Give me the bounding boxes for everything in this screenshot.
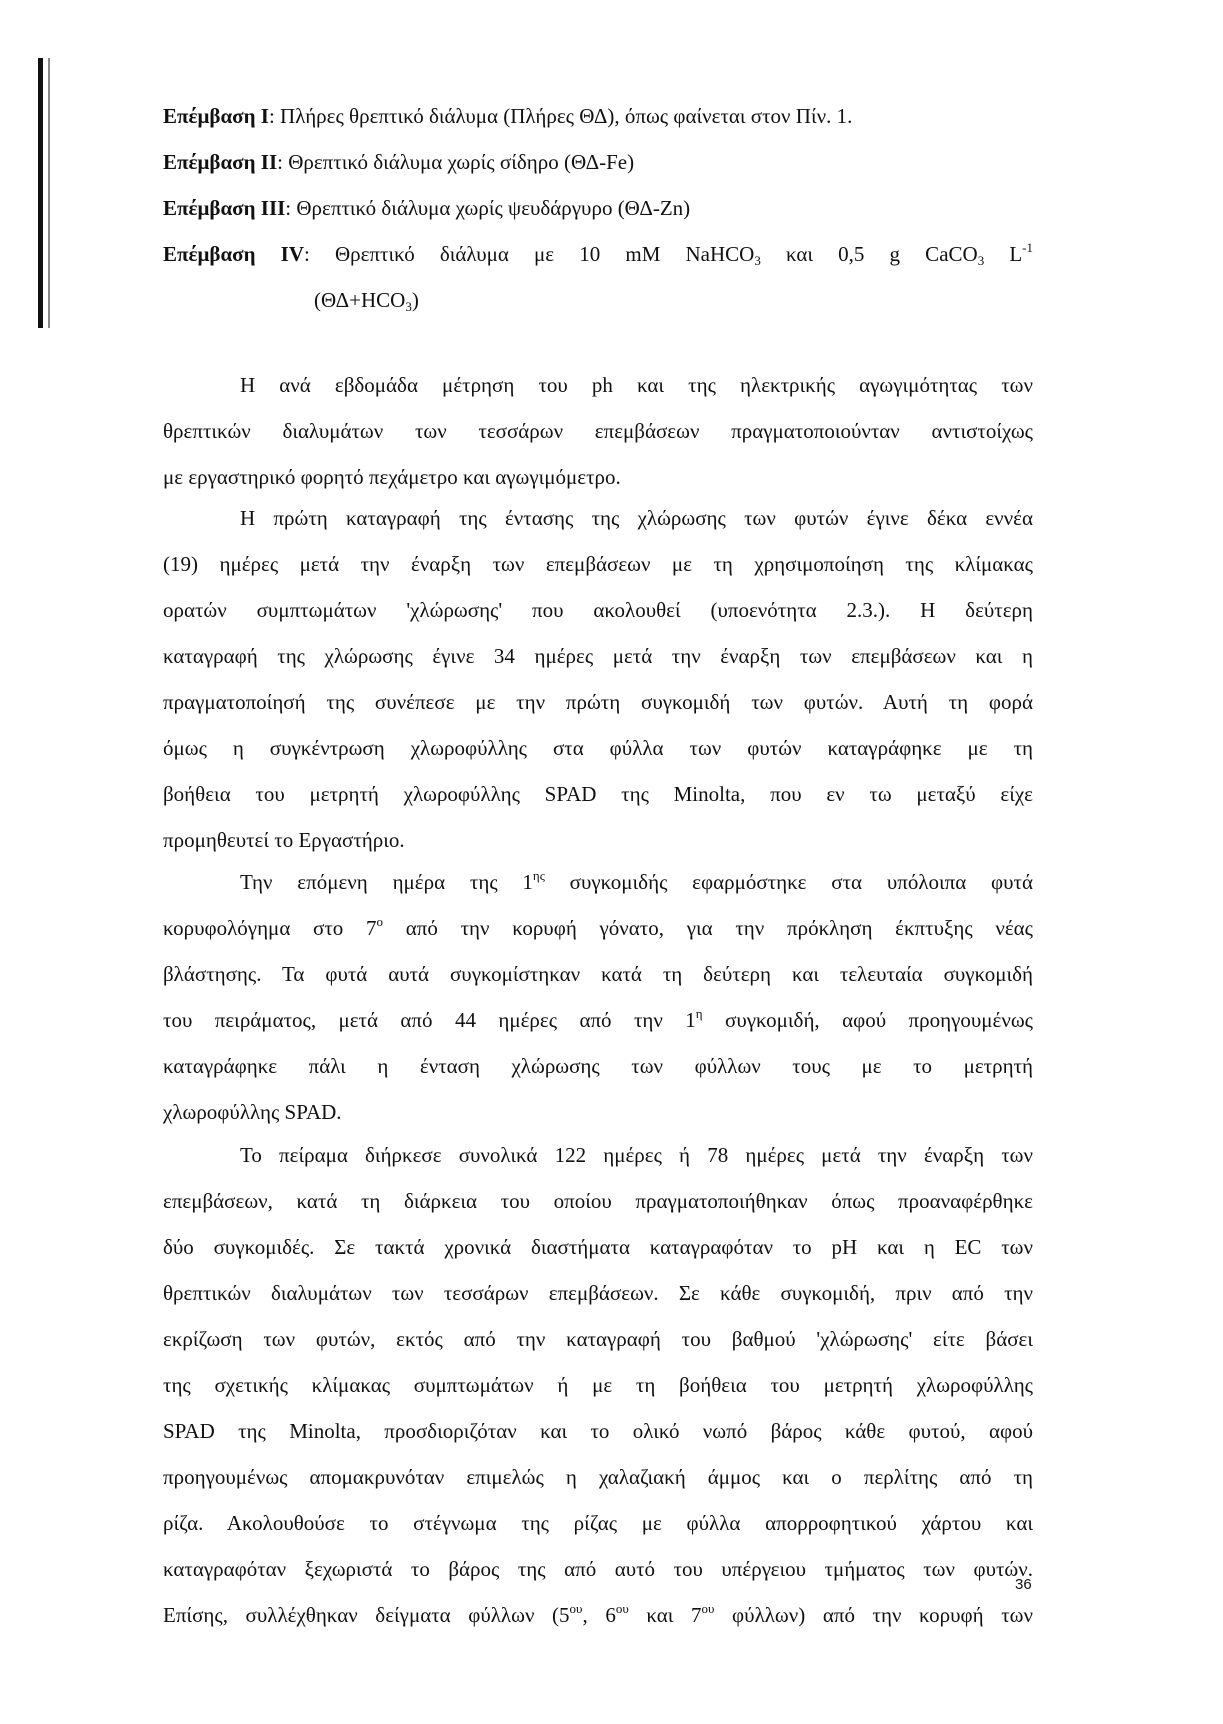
paragraph-line: της σχετικής κλίμακας συμπτωμάτων ή με τη βοήθεια του μετρητή χλωροφύλλης bbox=[163, 1373, 1033, 1397]
treatment-4-continuation bbox=[314, 287, 419, 313]
paragraph-line: SPAD της Minolta, προσδιοριζόταν και το ολικό νωπό βάρος κάθε φυτού, αφού bbox=[163, 1419, 1033, 1443]
paragraph-line: πραγματοποίησή της συνέπεσε με την πρώτη συγκομιδή των φυτών. Αυτή τη φορά bbox=[163, 690, 1033, 714]
paragraph-line bbox=[240, 869, 1033, 895]
paragraph-line: χλωροφύλλης SPAD. bbox=[163, 1100, 342, 1124]
paragraph-line: προμηθευτεί το Εργαστήριο. bbox=[163, 828, 405, 852]
treatment-text: : Θρεπτικό διάλυμα χωρίς σίδηρο (ΘΔ-Fe) bbox=[277, 150, 635, 174]
subscript: 3 bbox=[754, 253, 761, 268]
scan-edge-mark bbox=[38, 58, 43, 328]
treatment-text: : Πλήρες θρεπτικό διάλυμα (Πλήρες ΘΔ), όπως φαίνεται στον Πίν. 1. bbox=[268, 104, 853, 128]
paragraph-line: εκρίζωση των φυτών, εκτός από την καταγραφή του βαθμού 'χλώρωσης' είτε βάσει bbox=[163, 1327, 1033, 1351]
text-run: κορυφολόγημα στο 7 bbox=[163, 916, 377, 940]
treatment-label: Επέμβαση III bbox=[163, 196, 286, 220]
paragraph-line: Η πρώτη καταγραφή της έντασης της χλώρωσης των φυτών έγινε δέκα εννέα bbox=[240, 506, 1033, 530]
paragraph-line: όμως η συγκέντρωση χλωροφύλλης στα φύλλα των φυτών καταγράφηκε με τη bbox=[163, 736, 1033, 760]
treatment-text: : Θρεπτικό διάλυμα χωρίς ψευδάργυρο (ΘΔ-Zn) bbox=[285, 196, 691, 220]
superscript: ου bbox=[569, 1601, 583, 1616]
treatment-4 bbox=[163, 241, 1033, 267]
treatment-2 bbox=[163, 149, 634, 175]
text-run: , 6 bbox=[582, 1603, 616, 1627]
subscript: 3 bbox=[405, 299, 412, 314]
text-run: συγκομιδή, αφού προηγουμένως bbox=[702, 1008, 1033, 1032]
treatment-text: (ΘΔ+HCO bbox=[314, 288, 406, 312]
paragraph-line: θρεπτικών διαλυμάτων των τεσσάρων επεμβάσεων. Σε κάθε συγκομιδή, πριν από την bbox=[163, 1281, 1033, 1305]
paragraph-line bbox=[163, 915, 1033, 941]
superscript: η bbox=[695, 1006, 703, 1021]
paragraph-line: βοήθεια του μετρητή χλωροφύλλης SPAD της Minolta, που εν τω μεταξύ είχε bbox=[163, 782, 1033, 806]
page-number: 36 bbox=[1015, 1576, 1032, 1593]
text-run: και 7 bbox=[628, 1603, 702, 1627]
scan-edge-mark-secondary bbox=[48, 58, 50, 328]
paragraph-line: ρίζα. Ακολουθούσε το στέγνωμα της ρίζας με φύλλα απορροφητικού χάρτου και bbox=[163, 1511, 1033, 1535]
text-run: από την κορυφή γόνατο, για την πρόκληση έκπτυξης νέας bbox=[383, 916, 1033, 940]
paragraph-line bbox=[163, 1007, 1033, 1033]
text-run: Την επόμενη ημέρα της 1 bbox=[240, 870, 533, 894]
superscript: -1 bbox=[1022, 240, 1033, 255]
paragraph-line: καταγραφόταν ξεχωριστά το βάρος της από αυτό του υπέργειου τμήματος των φυτών. bbox=[163, 1557, 1033, 1581]
paragraph-line bbox=[163, 1602, 1033, 1628]
treatment-text: L bbox=[984, 242, 1023, 266]
paragraph-line: Η ανά εβδομάδα μέτρηση του ph και της ηλεκτρικής αγωγιμότητας των bbox=[240, 373, 1033, 397]
paragraph-line: προηγουμένως απομακρυνόταν επιμελώς η χαλαζιακή άμμος και ο περλίτης από τη bbox=[163, 1465, 1033, 1489]
treatment-label: Επέμβαση I bbox=[163, 104, 269, 128]
paragraph-line: επεμβάσεων, κατά τη διάρκεια του οποίου πραγματοποιήθηκαν όπως προαναφέρθηκε bbox=[163, 1189, 1033, 1213]
paragraph-line: βλάστησης. Τα φυτά αυτά συγκομίστηκαν κατά τη δεύτερη και τελευταία συγκομιδή bbox=[163, 962, 1033, 986]
treatment-text: και 0,5 g CaCO bbox=[760, 242, 978, 266]
text-run: συγκομιδής εφαρμόστηκε στα υπόλοιπα φυτά bbox=[544, 870, 1033, 894]
treatment-text: ) bbox=[411, 288, 419, 312]
treatment-3 bbox=[163, 195, 690, 221]
superscript: ης bbox=[532, 868, 545, 883]
paragraph-line: ορατών συμπτωμάτων 'χλώρωσης' που ακολουθεί (υποενότητα 2.3.). Η δεύτερη bbox=[163, 598, 1033, 622]
superscript: ο bbox=[376, 914, 384, 929]
paragraph-line: με εργαστηρικό φορητό πεχάμετρο και αγωγιμόμετρο. bbox=[163, 465, 621, 489]
text-run: του πειράματος, μετά από 44 ημέρες από την 1 bbox=[163, 1008, 696, 1032]
superscript: ου bbox=[701, 1601, 715, 1616]
treatment-1 bbox=[163, 103, 852, 129]
text-run: Επίσης, συλλέχθηκαν δείγματα φύλλων (5 bbox=[163, 1603, 570, 1627]
treatment-label: Επέμβαση II bbox=[163, 150, 278, 174]
treatment-text: : Θρεπτικό διάλυμα με 10 mM NaHCO bbox=[304, 242, 755, 266]
paragraph-line: καταγράφηκε πάλι η ένταση χλώρωσης των φύλλων τους με το μετρητή bbox=[163, 1054, 1033, 1078]
paragraph-line: (19) ημέρες μετά την έναρξη των επεμβάσεων με τη χρησιμοποίηση της κλίμακας bbox=[163, 552, 1033, 576]
superscript: ου bbox=[615, 1601, 629, 1616]
subscript: 3 bbox=[977, 253, 985, 268]
paragraph-line: Το πείραμα διήρκεσε συνολικά 122 ημέρες ή 78 ημέρες μετά την έναρξη των bbox=[240, 1143, 1033, 1167]
paragraph-line: θρεπτικών διαλυμάτων των τεσσάρων επεμβάσεων πραγματοποιούνταν αντιστοίχως bbox=[163, 419, 1033, 443]
treatment-label: Επέμβαση IV bbox=[163, 242, 304, 266]
paragraph-line: καταγραφή της χλώρωσης έγινε 34 ημέρες μετά την έναρξη των επεμβάσεων και η bbox=[163, 644, 1033, 668]
paragraph-line: δύο συγκομιδές. Σε τακτά χρονικά διαστήματα καταγραφόταν το pH και η EC των bbox=[163, 1235, 1033, 1259]
text-run: φύλλων) από την κορυφή των bbox=[714, 1603, 1033, 1627]
